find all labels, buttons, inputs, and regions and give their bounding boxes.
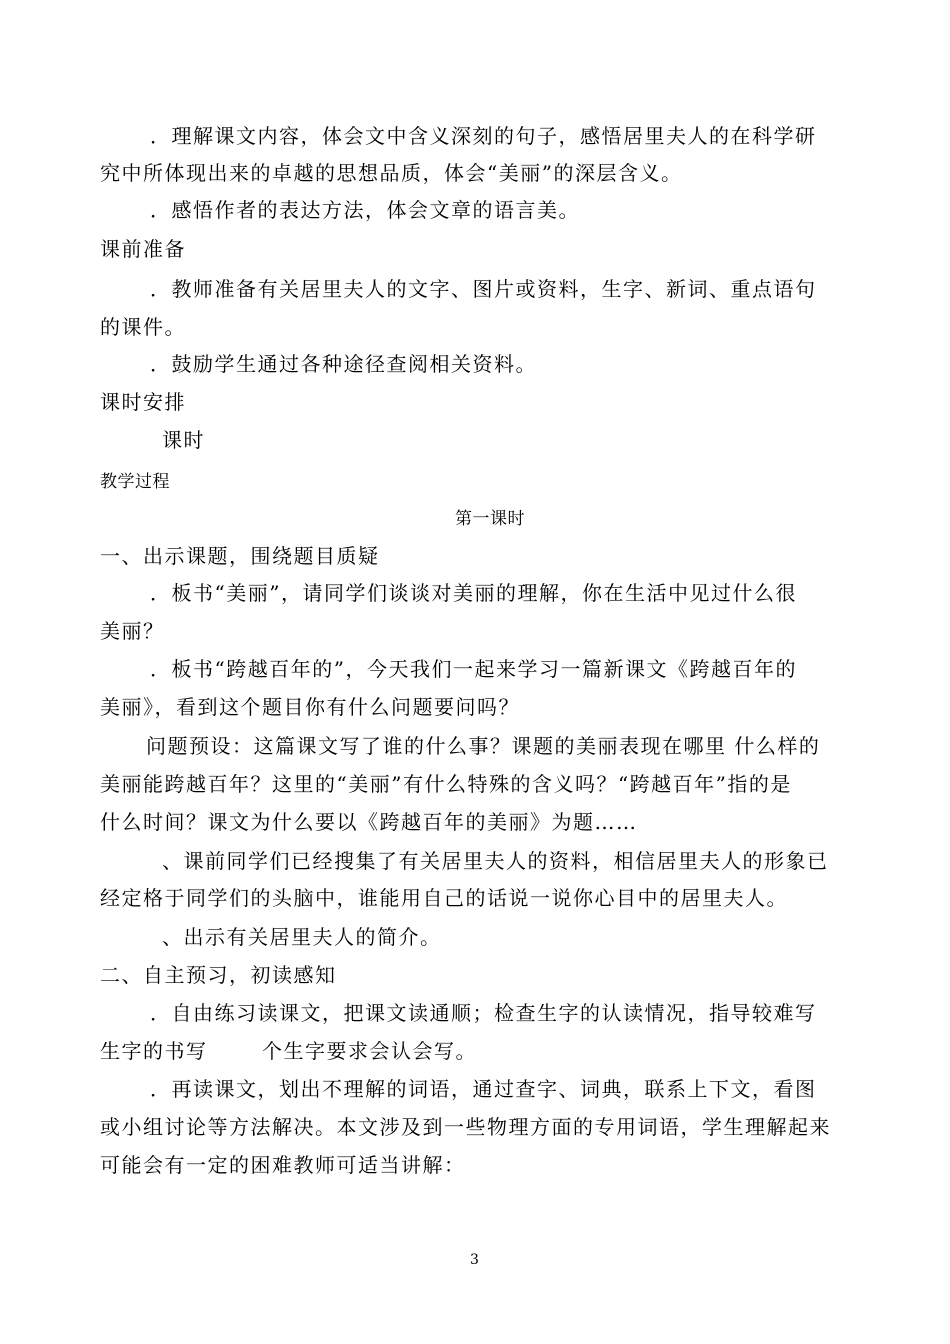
question-preview-line-2: 美丽能跨越百年？这里的“美丽”有什么特殊的含义吗？“跨越百年”指的是	[100, 772, 792, 796]
s2-item-2-line-2: 或小组讨论等方法解决。本文涉及到一些物理方面的专用词语，学生理解起来	[100, 1115, 831, 1139]
schedule-heading: 课时安排	[100, 390, 186, 414]
prep-heading: 课前准备	[100, 237, 186, 261]
s1-item-3-line-2: 经定格于同学们的头脑中，谁能用自己的话说一说你心目中的居里夫人。	[100, 886, 788, 910]
s1-item-2-line-2: 美丽》，看到这个题目你有什么问题要问吗？	[100, 695, 520, 719]
s2-item-1-line-1: ．自由练习读课文，把课文读通顺；检查生字的认读情况，指导较难写	[150, 1001, 817, 1025]
s2-item-1-line-2a: 生字的书写	[100, 1039, 208, 1063]
s1-item-3-line-1: 、课前同学们已经搜集了有关居里夫人的资料，相信居里夫人的形象已	[162, 849, 829, 873]
process-heading: 教学过程	[100, 472, 170, 492]
objective-3: ．感悟作者的表达方法，体会文章的语言美。	[150, 198, 580, 222]
s2-item-2-line-1: ．再读课文，划出不理解的词语，通过查字、词典，联系上下文，看图	[150, 1077, 817, 1101]
objective-2-line-2: 究中所体现出来的卓越的思想品质，体会“美丽”的深层含义。	[100, 161, 683, 185]
s1-item-4: 、出示有关居里夫人的简介。	[162, 925, 442, 949]
session-title: 第一课时	[455, 509, 525, 529]
schedule-value: 课时	[162, 428, 205, 452]
s1-item-1-line-2: 美丽？	[100, 619, 165, 643]
s2-item-2-line-3: 可能会有一定的困难教师可适当讲解：	[100, 1153, 466, 1177]
objective-2-line-1: ．理解课文内容，体会文中含义深刻的句子，感悟居里夫人的在科学研	[150, 124, 817, 148]
section-2-heading: 二、自主预习，初读感知	[100, 963, 337, 987]
s2-item-1-line-2b: 个生字要求会认会写。	[262, 1039, 477, 1063]
page-number: 3	[470, 1252, 479, 1268]
s1-item-2-line-1: ．板书“跨越百年的”，今天我们一起来学习一篇新课文《跨越百年的	[150, 657, 797, 681]
prep-item-1-line-1: ．教师准备有关居里夫人的文字、图片或资料，生字、新词、重点语句	[150, 277, 817, 301]
question-preview-line-3: 什么时间？课文为什么要以《跨越百年的美丽》为题……	[100, 810, 638, 834]
section-1-heading: 一、出示课题，围绕题目质疑	[100, 544, 380, 568]
s1-item-1-line-1: ．板书“美丽”，请同学们谈谈对美丽的理解，你在生活中见过什么很	[150, 581, 797, 605]
question-preview-line-1: 问题预设：这篇课文写了谁的什么事？课题的美丽表现在哪里 什么样的	[146, 734, 821, 758]
prep-item-2: ．鼓励学生通过各种途径查阅相关资料。	[150, 352, 537, 376]
prep-item-1-line-2: 的课件。	[100, 315, 186, 339]
